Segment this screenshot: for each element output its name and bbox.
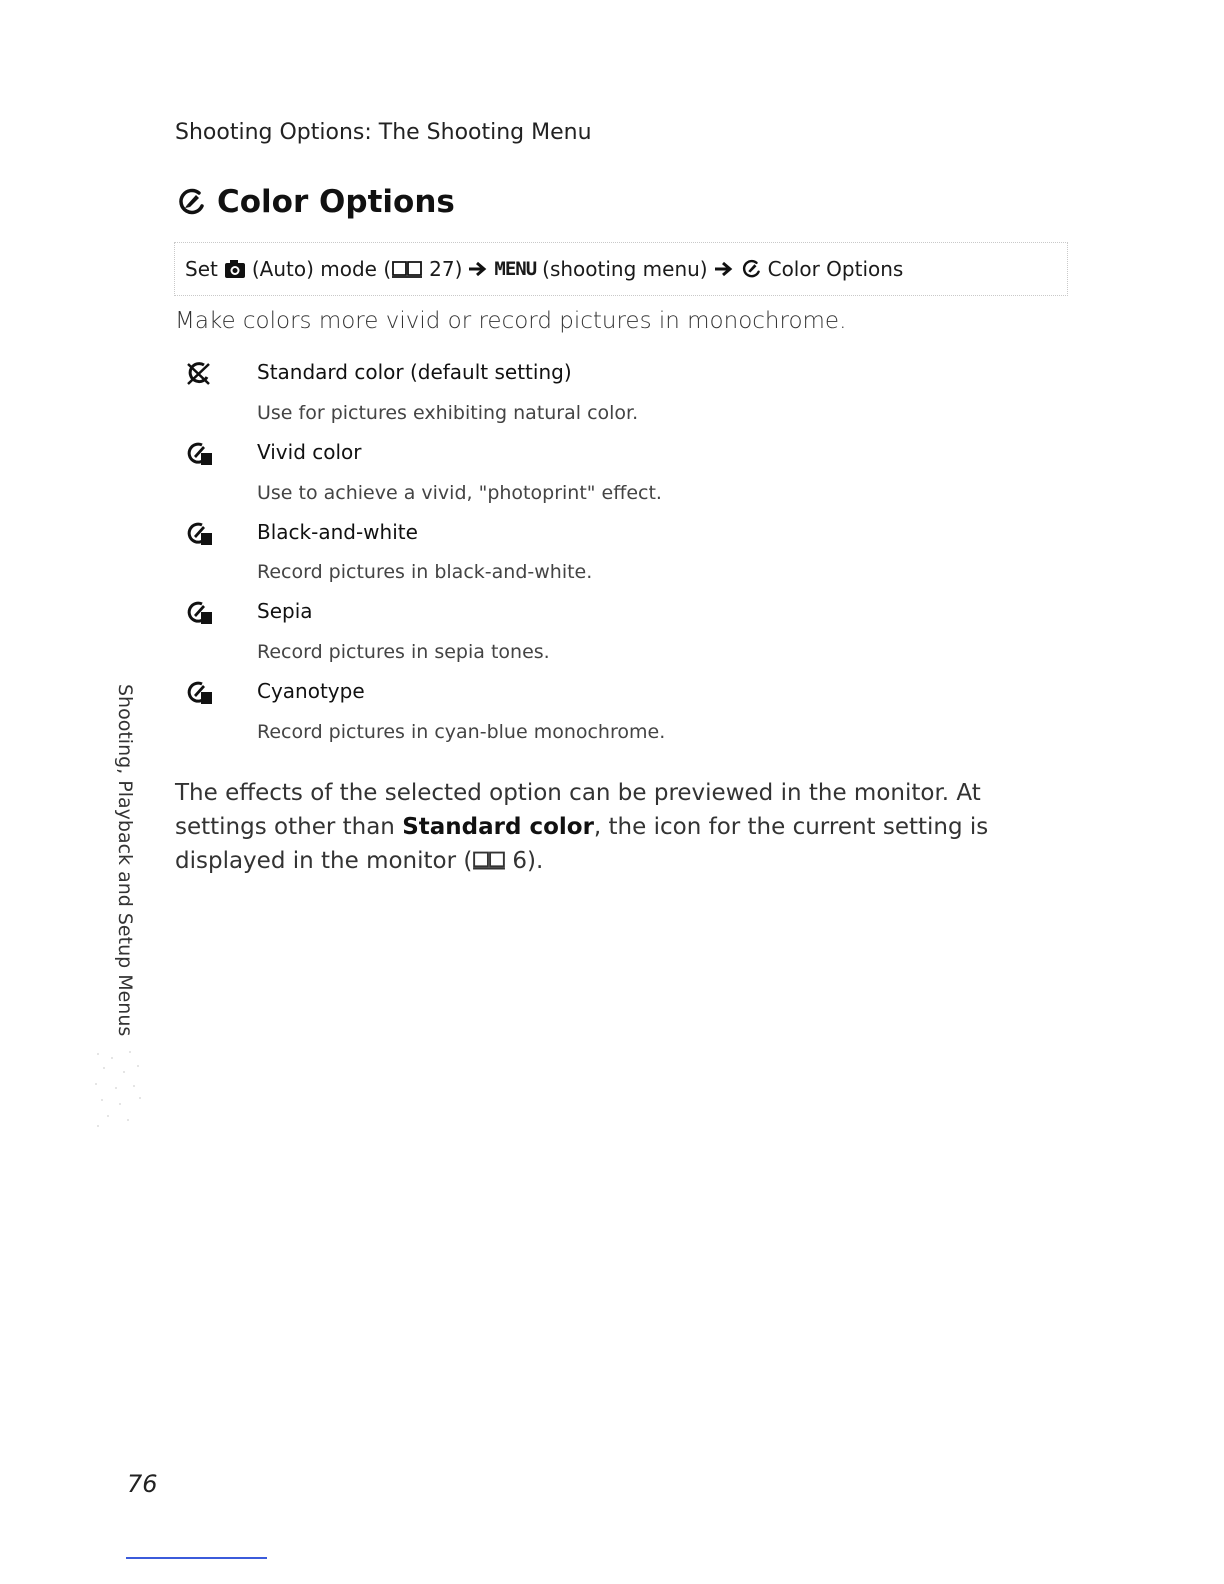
- path-set: Set: [185, 257, 218, 281]
- option-label: Standard color (default setting): [257, 360, 572, 384]
- side-tab-label: Shooting, Playback and Setup Menus: [114, 684, 136, 1037]
- option-description: Record pictures in cyan-blue monochrome.: [257, 721, 666, 743]
- intro-text: Make colors more vivid or record pictures in monochrome.: [175, 308, 847, 334]
- section-header: Shooting Options: The Shooting Menu: [175, 120, 592, 145]
- cyanotype-icon: [184, 680, 214, 706]
- option-description: Record pictures in black-and-white.: [257, 561, 593, 583]
- path-page-ref: 27): [429, 257, 463, 281]
- option-description: Use to achieve a vivid, "photoprint" effect.: [257, 482, 662, 504]
- option-description: Record pictures in sepia tones.: [257, 641, 550, 663]
- arrow-right-icon: [714, 261, 734, 277]
- sepia-icon: [184, 600, 214, 626]
- note-text: , the icon for the current setting is displayed in the monitor (: [175, 814, 989, 874]
- path-mode: (Auto) mode (: [251, 257, 392, 281]
- book-icon: [472, 849, 506, 871]
- standard-color-icon: [184, 361, 214, 387]
- path-shooting-menu: (shooting menu): [542, 257, 708, 281]
- path-target: Color Options: [767, 257, 904, 281]
- footer-rule: [126, 1557, 267, 1559]
- scan-speckle: [90, 1048, 146, 1132]
- note-bold: Standard color: [402, 814, 594, 840]
- menu-path-box: [174, 242, 1068, 296]
- note-page-ref: 6).: [512, 848, 544, 874]
- side-tab: [114, 684, 144, 1037]
- note-paragraph: [175, 776, 1055, 878]
- option-description: Use for pictures exhibiting natural color.: [257, 402, 639, 424]
- black-and-white-icon: [184, 521, 214, 547]
- menu-button-label: MENU: [494, 258, 537, 280]
- color-options-icon: [175, 186, 207, 218]
- arrow-right-icon: [468, 261, 488, 277]
- option-label: Black-and-white: [257, 520, 418, 544]
- option-label: Vivid color: [257, 440, 362, 464]
- camera-icon: [224, 259, 246, 279]
- book-icon: [391, 259, 423, 279]
- title-text: Color Options: [217, 184, 455, 220]
- color-options-icon: [740, 258, 762, 280]
- vivid-color-icon: [184, 441, 214, 467]
- option-label: Cyanotype: [257, 679, 365, 703]
- option-label: Sepia: [257, 599, 313, 623]
- page-number: 76: [127, 1470, 158, 1498]
- note-text: The effects of the selected option can be previewed in the monitor. At settings other than: [175, 780, 981, 840]
- page-title: [175, 184, 455, 220]
